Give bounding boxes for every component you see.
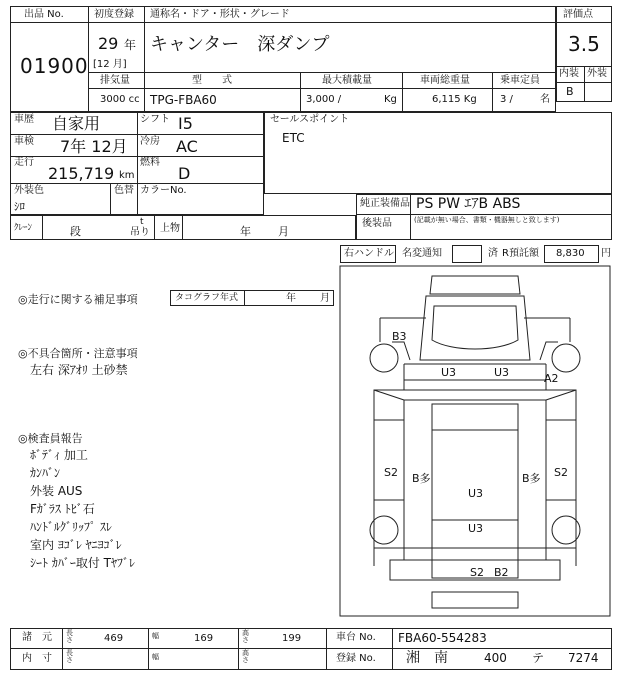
damage-mark-u3: U3 [441, 366, 457, 379]
aftermarket-label: 後装品 [362, 218, 392, 229]
yen-unit: 円 [601, 248, 611, 259]
mileage-value: 215,719 [48, 164, 115, 183]
gross-weight: 6,115 Kg [432, 94, 477, 105]
width-label: 幅 [152, 632, 159, 640]
aircon-value: AC [176, 137, 198, 156]
vehicle-name: キャンター 深ダンプ [150, 34, 330, 55]
defect-item: 左右 深ｱｵﾘ 土砂禁 [30, 363, 128, 377]
chassis-label: 車台 No. [336, 632, 376, 643]
height-label: 高さ [242, 629, 249, 645]
crane-ton-unit: t [140, 217, 144, 227]
capacity-label: 乗車定員 [500, 75, 540, 86]
inspector-item: ﾊﾝﾄﾞﾙｸﾞﾘｯﾌﾟ ｽﾚ [30, 520, 112, 534]
lot-number-label: 出品 No. [24, 9, 64, 20]
tacho-year-unit: 年 [286, 293, 296, 304]
first-registration-year: 29 [98, 34, 119, 53]
registration-number: 7274 [568, 651, 599, 665]
damage-mark-s2: S2 [554, 466, 568, 479]
lot-number: 01900 [20, 54, 89, 78]
exterior-grade-label: 外装 [587, 68, 607, 79]
damage-mark-u3: U3 [468, 522, 484, 535]
vehicle-name-label: 通称名・ドア・形状・グレード [150, 9, 290, 20]
mounted-year-unit: 年 [240, 225, 251, 238]
recycle-deposit-label: R預託額 [502, 248, 539, 259]
registration-class: 400 [484, 651, 507, 665]
color-number-label: カラーNo. [140, 185, 187, 196]
damage-mark-u3: U3 [468, 487, 484, 500]
damage-mark-s2: S2 [384, 466, 398, 479]
registration-label: 登録 No. [336, 653, 376, 664]
displacement-label: 排気量 [100, 75, 130, 86]
interior-height-label: 高さ [242, 649, 249, 665]
interior-grade-label: 内装 [559, 68, 579, 79]
inspector-item: Fｶﾞﾗｽ ﾄﾋﾞ石 [30, 502, 95, 516]
inspector-item: 室内 ﾖｺﾞﾚ ﾔﾆﾖｺﾞﾚ [30, 538, 122, 552]
chassis-number: FBA60-554283 [398, 631, 487, 645]
genuine-equipment-label: 純正装備品 [360, 198, 410, 209]
interior-width-label: 幅 [152, 653, 159, 661]
rating-label: 評価点 [563, 9, 593, 20]
mounted-month-unit: 月 [278, 225, 289, 238]
damage-mark-b-many: B多 [522, 472, 541, 485]
damage-mark-b2: B2 [494, 566, 509, 579]
damage-mark-u3: U3 [494, 366, 510, 379]
fuel-value: D [178, 164, 191, 183]
inspector-item: 外装 AUS [30, 484, 83, 498]
history-value: 自家用 [52, 114, 101, 133]
inspector-item: ｶﾝﾊﾞﾝ [30, 466, 61, 480]
height-value: 199 [282, 633, 302, 644]
history-label: 車歴 [14, 114, 34, 125]
length-value: 469 [104, 633, 124, 644]
damage-mark-s2: S2 [470, 566, 484, 579]
recycle-done-label: 済 [488, 248, 498, 259]
aftermarket-note: (記載が無い場合、書類・機器無しと致します) [414, 216, 560, 224]
max-load-unit: Kg [384, 94, 397, 105]
crane-label: ｸﾚｰﾝ [14, 223, 33, 233]
tacho-month-unit: 月 [320, 293, 330, 304]
inspector-title: ◎検査員報告 [18, 432, 83, 445]
crane-hang-unit: 吊り [130, 227, 150, 238]
recycle-deposit-value: 8,830 [556, 248, 585, 259]
inspection-label: 車検 [14, 136, 34, 147]
rating-score: 3.5 [568, 32, 600, 56]
inspector-item: ｼｰﾄ ｶﾊﾞｰ取付 Tﾔﾌﾞﾚ [30, 556, 135, 570]
sales-point-label: セールスポイント [270, 114, 350, 125]
handle-value: 右ハンドル [344, 248, 394, 259]
shift-label: シフト [140, 114, 170, 125]
width-value: 169 [194, 633, 214, 644]
exterior-color-label: 外装色 [14, 185, 44, 196]
first-registration-month: [12 月] [93, 59, 127, 70]
footer-frame [10, 628, 612, 670]
inspection-value: 7年 12月 [60, 137, 128, 156]
displacement: 3000 cc [100, 94, 140, 105]
length-label: 長さ [66, 629, 73, 645]
interior-grade: B [566, 85, 574, 98]
dimensions-label: 諸 元 [22, 632, 52, 643]
fuel-label: 燃料 [140, 157, 160, 168]
damage-mark-a2: A2 [544, 372, 559, 385]
year-unit: 年 [124, 38, 137, 52]
model-label: 型 式 [192, 75, 232, 86]
exterior-color-value: ｼﾛ [14, 200, 25, 213]
aircon-label: 冷房 [140, 136, 160, 147]
interior-length-label: 長さ [66, 649, 73, 665]
max-load: 3,000 / [306, 94, 342, 105]
color-change-label: 色替 [114, 185, 134, 196]
mounted-body-label: 上物 [160, 223, 180, 234]
damage-mark-b3: B3 [392, 330, 407, 343]
capacity: 3 / [500, 94, 513, 105]
inspector-item: ﾎﾞﾃﾞｨ 加工 [30, 448, 88, 462]
supplement-title: ◎走行に関する補足事項 [18, 293, 138, 306]
interior-dimensions-label: 内 寸 [22, 653, 52, 664]
sales-point-value: ETC [282, 131, 305, 145]
damage-mark-b-many: B多 [412, 472, 431, 485]
defects-title: ◎不具合箇所・注意事項 [18, 347, 138, 360]
gross-weight-label: 車両総重量 [420, 75, 470, 86]
registration-kana: テ [532, 651, 545, 665]
capacity-unit: 名 [540, 94, 550, 105]
mileage-unit: km [119, 170, 135, 181]
registration-area: 湘 南 [406, 650, 448, 666]
max-load-label: 最大積載量 [322, 75, 372, 86]
model-code: TPG-FBA60 [150, 93, 217, 107]
name-change-label: 名変通知 [402, 248, 442, 259]
crane-stage-unit: 段 [70, 225, 81, 238]
mileage-label: 走行 [14, 157, 34, 168]
shift-value: I5 [178, 114, 193, 133]
tacho-label: タコグラフ年式 [175, 293, 239, 303]
genuine-equipment-value: PS PW ｴｱB ABS [416, 196, 521, 212]
first-registration-label: 初度登録 [94, 9, 134, 20]
